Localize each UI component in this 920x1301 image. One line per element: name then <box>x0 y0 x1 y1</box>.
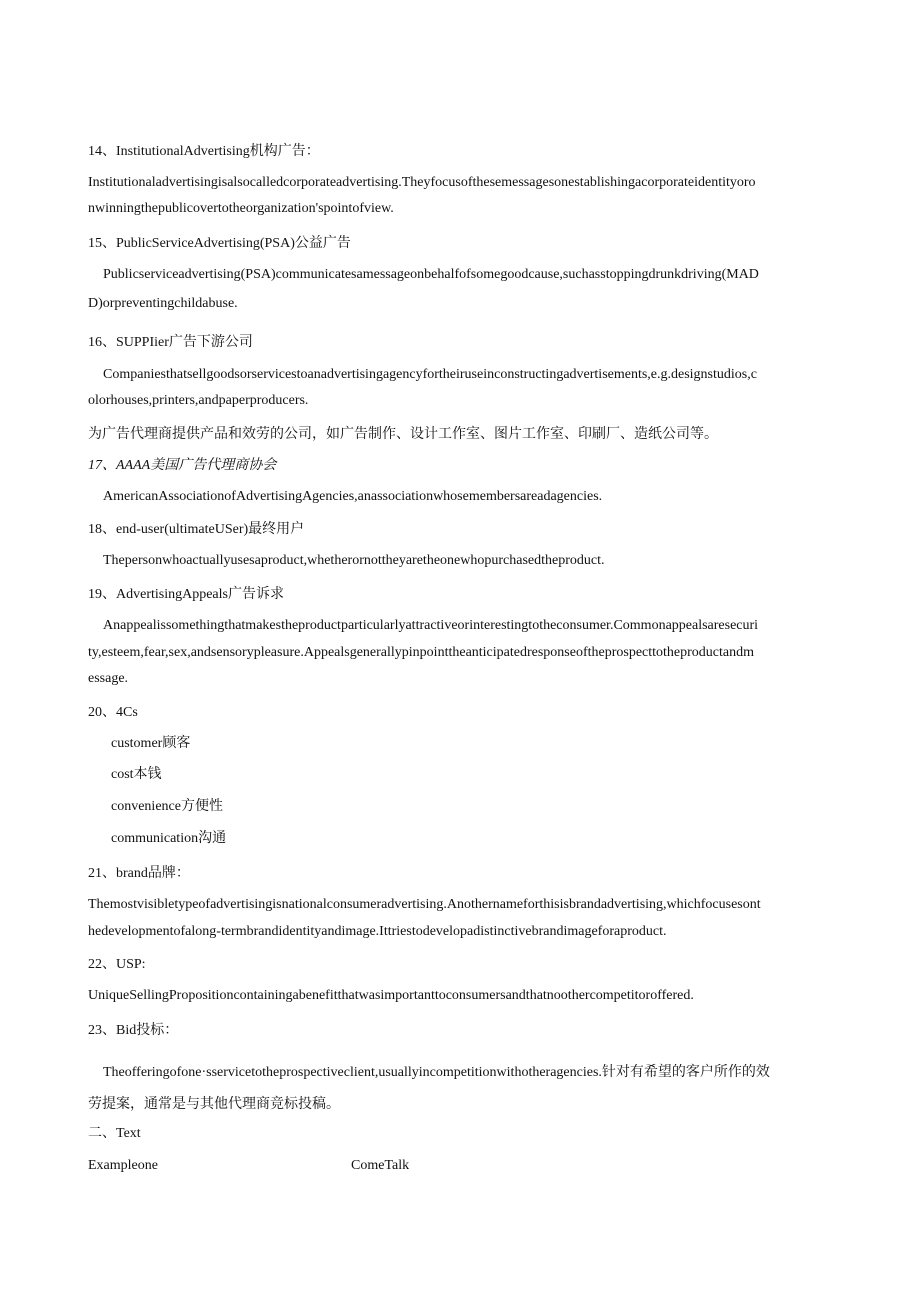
heading-16: 16、SUPPIier广告下游公司 <box>88 335 253 350</box>
paragraph-line: D)orpreventingchildabuse. <box>88 296 238 311</box>
heading-22: 22、USP: <box>88 957 146 972</box>
paragraph-line: nwinningthepublicovertotheorganization'spointofview. <box>88 201 394 216</box>
list-item: cost本钱 <box>111 767 162 782</box>
paragraph-line-chinese: 劳提案，通常是与其他代理商竞标投稿。 <box>88 1097 340 1112</box>
text-title-right: ComeTalk <box>351 1158 410 1173</box>
text-title-row <box>88 1153 833 1179</box>
paragraph-line: ty,esteem,fear,sex,andsensorypleasure.Appealsgenerallypinpointtheanticipatedresponseoftheprospecttotheproductandm <box>88 645 755 660</box>
text-title-left: Exampleone <box>88 1158 158 1173</box>
paragraph-line: olorhouses,printers,andpaperproducers. <box>88 393 309 408</box>
list-item: communication沟通 <box>111 831 227 846</box>
paragraph-line-chinese: 为广告代理商提供产品和效劳的公司，如广告制作、设计工作室、图片工作室、印刷厂、造纸公司等。 <box>88 427 718 442</box>
paragraph-line: UniqueSellingPropositioncontainingabenefitthatwasimportanttoconsumersandthatnoothercompetitoroffered. <box>88 988 694 1003</box>
heading-20: 20、4Cs <box>88 705 138 720</box>
heading-18: 18、end-user(ultimateUSer)最终用户 <box>88 522 305 537</box>
paragraph-line: Anappealissomethingthatmakestheproductparticularlyattractiveorinterestingtotheconsumer.Commonappealsaresecuri <box>103 618 759 633</box>
paragraph-line: Theofferingofone·sservicetotheprospectiveclient,usuallyincompetitionwithotheragencies.针对有希望的客户所作的效 <box>103 1065 770 1080</box>
list-item: customer顾客 <box>111 736 191 751</box>
paragraph-line: Themostvisibletypeofadvertisingisnationalconsumeradvertising.Anothernameforthisisbrandadvertising,whichfocusesont <box>88 897 761 912</box>
section-heading: 二、Text <box>88 1126 141 1141</box>
paragraph-line: Publicserviceadvertising(PSA)communicatesamessageonbehalfofsomegoodcause,suchasstoppingdrunkdriving(MAD <box>103 267 759 282</box>
paragraph-line: Institutionaladvertisingisalsocalledcorporateadvertising.Theyfocusofthesemessagesonestablishingacorporateidentityoro <box>88 175 756 190</box>
paragraph-line: AmericanAssociationofAdvertisingAgencies,anassociationwhosemembersareadagencies. <box>103 489 603 504</box>
heading-19: 19、AdvertisingAppeals广告诉求 <box>88 587 284 602</box>
paragraph-line: hedevelopmentofalong-termbrandidentityandimage.Ittriestodevelopadistinctivebrandimageforaproduct. <box>88 924 667 939</box>
heading-21: 21、brand品牌： <box>88 866 190 881</box>
heading-23: 23、Bid投标： <box>88 1023 179 1038</box>
heading-15: 15、PublicServiceAdvertising(PSA)公益广告 <box>88 236 351 251</box>
list-item: convenience方便性 <box>111 799 223 814</box>
paragraph-line: essage. <box>88 671 129 686</box>
heading-17: 17、AAAA美国广告代理商协会 <box>88 458 277 473</box>
paragraph-line: Companiesthatsellgoodsorservicestoanadvertisingagencyfortheiruseinconstructingadvertisements,e.g.designstudios,c <box>103 367 757 382</box>
paragraph-line: Thepersonwhoactuallyusesaproduct,whetherornottheyaretheonewhopurchasedtheproduct. <box>103 553 605 568</box>
heading-14: 14、InstitutionalAdvertising机构广告： <box>88 144 320 159</box>
